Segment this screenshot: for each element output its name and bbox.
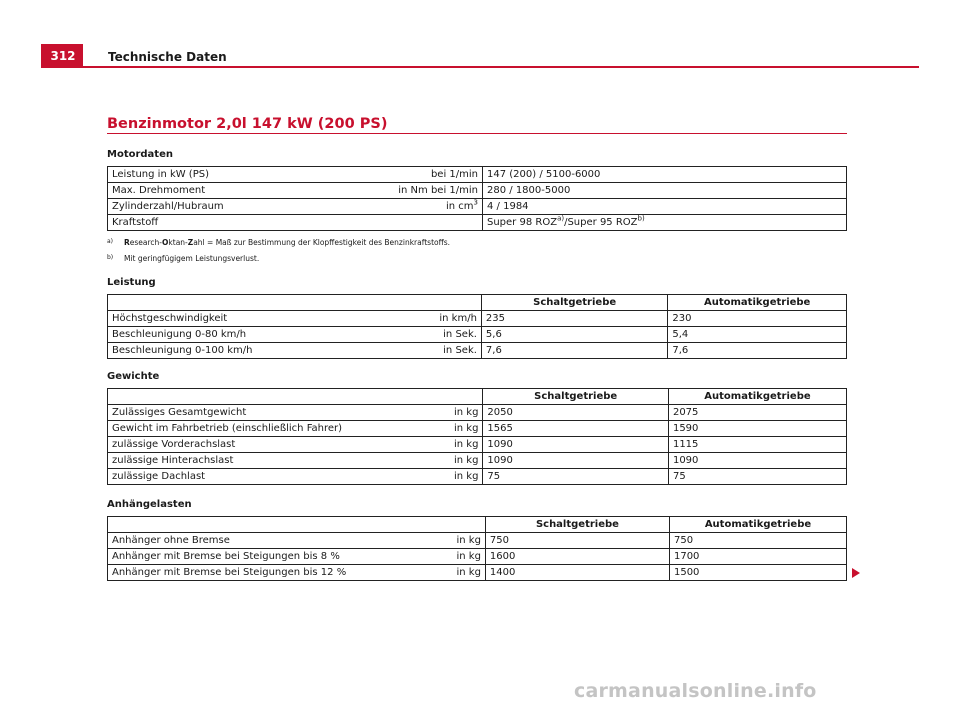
- table-row: [108, 183, 847, 199]
- row-value: [483, 215, 847, 231]
- footnote-ref-a: a): [557, 214, 565, 223]
- value-manual: 235: [481, 311, 667, 327]
- col-header-manual: Schaltgetriebe: [483, 389, 669, 405]
- table-row: [108, 327, 847, 343]
- row-unit: in kg: [350, 565, 485, 581]
- watermark: carmanualsonline.info: [574, 680, 817, 702]
- row-value: 4 / 1984: [483, 199, 847, 215]
- value-auto: 230: [668, 311, 847, 327]
- value-manual: 1400: [485, 565, 669, 581]
- table-row: [108, 437, 847, 453]
- header-blank: [108, 389, 483, 405]
- value-manual: 1565: [483, 421, 669, 437]
- table-row: [108, 215, 847, 231]
- row-unit: in kg: [346, 405, 483, 421]
- footnote-ref-b: b): [637, 214, 645, 223]
- value-manual: 750: [485, 533, 669, 549]
- motordaten-table: [107, 166, 847, 231]
- value-manual: 1090: [483, 453, 669, 469]
- row-unit: in kg: [346, 469, 483, 485]
- footnote-text: esearch-: [129, 238, 163, 247]
- unit-text: in cm: [445, 201, 474, 212]
- unit-superscript: 3: [473, 198, 478, 207]
- fuel-a: Super 98 ROZ: [487, 217, 558, 228]
- table-row: [108, 199, 847, 215]
- fuel-b: /Super 95 ROZ: [564, 217, 638, 228]
- value-auto: 5,4: [668, 327, 847, 343]
- section-title: Benzinmotor 2,0l 147 kW (200 PS): [107, 116, 388, 132]
- value-auto: 2075: [668, 405, 846, 421]
- table-row: [108, 343, 847, 359]
- table-row: [108, 469, 847, 485]
- row-label: Höchstgeschwindigkeit: [108, 311, 344, 327]
- footnote-bold: O: [162, 238, 169, 247]
- value-auto: 1700: [669, 549, 846, 565]
- value-auto: 75: [668, 469, 846, 485]
- section-divider: [107, 133, 847, 134]
- leistung-heading: Leistung: [107, 277, 156, 288]
- table-row: [108, 405, 847, 421]
- col-header-auto: Automatikgetriebe: [669, 517, 846, 533]
- anhaengelasten-heading: Anhängelasten: [107, 499, 192, 510]
- row-label: zulässige Hinterachslast: [108, 453, 347, 469]
- row-unit: bei 1/min: [344, 167, 483, 183]
- footnote-marker: b): [107, 254, 114, 261]
- table-row: [108, 421, 847, 437]
- footnote-a: [107, 238, 450, 247]
- footnote-text: ktan-: [168, 238, 188, 247]
- table-row: [108, 565, 847, 581]
- row-label: Anhänger mit Bremse bei Steigungen bis 12 %: [108, 565, 351, 581]
- value-auto: 1090: [668, 453, 846, 469]
- row-label: Max. Drehmoment: [108, 183, 345, 199]
- row-label: zulässige Vorderachslast: [108, 437, 347, 453]
- footnote-bold: Z: [187, 238, 194, 247]
- table-row: [108, 311, 847, 327]
- row-unit: [344, 215, 483, 231]
- row-unit: in kg: [350, 549, 485, 565]
- footnote-text: ahl = Maß zur Bestimmung der Klopffestigkeit des Benzinkraftstoffs.: [193, 238, 451, 247]
- col-header-manual: Schaltgetriebe: [485, 517, 669, 533]
- footnote-b: [107, 254, 259, 263]
- row-unit: in kg: [346, 437, 483, 453]
- table-header-row: [108, 389, 847, 405]
- row-label: zulässige Dachlast: [108, 469, 347, 485]
- header-blank: [108, 295, 482, 311]
- anhaengelasten-table: [107, 516, 847, 581]
- row-unit: in Sek.: [343, 343, 481, 359]
- row-label: Anhänger ohne Bremse: [108, 533, 351, 549]
- chapter-title: Technische Daten: [108, 50, 227, 64]
- row-unit: [344, 199, 483, 215]
- row-value: 280 / 1800-5000: [483, 183, 847, 199]
- row-label: Gewicht im Fahrbetrieb (einschließlich Fahrer): [108, 421, 347, 437]
- row-unit: in kg: [350, 533, 485, 549]
- gewichte-table: [107, 388, 847, 485]
- row-label: Leistung in kW (PS): [108, 167, 345, 183]
- col-header-auto: Automatikgetriebe: [668, 295, 847, 311]
- value-manual: 1090: [483, 437, 669, 453]
- table-row: [108, 533, 847, 549]
- table-row: [108, 167, 847, 183]
- value-auto: 750: [669, 533, 846, 549]
- table-row: [108, 549, 847, 565]
- row-unit: in km/h: [343, 311, 481, 327]
- col-header-manual: Schaltgetriebe: [481, 295, 667, 311]
- row-label: Anhänger mit Bremse bei Steigungen bis 8 %: [108, 549, 351, 565]
- table-row: [108, 453, 847, 469]
- page-number: 312: [50, 49, 76, 63]
- continue-arrow-icon: [852, 568, 860, 578]
- col-header-auto: Automatikgetriebe: [668, 389, 846, 405]
- value-manual: 75: [483, 469, 669, 485]
- value-manual: 5,6: [481, 327, 667, 343]
- row-label: Beschleunigung 0-80 km/h: [108, 327, 344, 343]
- row-label: Beschleunigung 0-100 km/h: [108, 343, 344, 359]
- row-label: Zylinderzahl/Hubraum: [108, 199, 345, 215]
- value-auto: 1115: [668, 437, 846, 453]
- gewichte-heading: Gewichte: [107, 371, 160, 382]
- value-manual: 2050: [483, 405, 669, 421]
- value-auto: 1590: [668, 421, 846, 437]
- row-unit: in Nm bei 1/min: [344, 183, 483, 199]
- row-unit: in kg: [346, 453, 483, 469]
- footnote-marker: a): [107, 238, 114, 245]
- row-value: 147 (200) / 5100-6000: [483, 167, 847, 183]
- motordaten-heading: Motordaten: [107, 149, 173, 160]
- table-header-row: [108, 295, 847, 311]
- leistung-table: [107, 294, 847, 359]
- value-auto: 7,6: [668, 343, 847, 359]
- footnote-text: Mit geringfügigem Leistungsverlust.: [124, 254, 260, 263]
- row-label: Kraftstoff: [108, 215, 345, 231]
- value-manual: 1600: [485, 549, 669, 565]
- value-manual: 7,6: [481, 343, 667, 359]
- row-unit: in kg: [346, 421, 483, 437]
- header-divider: [41, 66, 919, 68]
- value-auto: 1500: [669, 565, 846, 581]
- table-header-row: [108, 517, 847, 533]
- header-blank: [108, 517, 486, 533]
- row-unit: in Sek.: [343, 327, 481, 343]
- footnote-bold: R: [124, 238, 130, 247]
- row-label: Zulässiges Gesamtgewicht: [108, 405, 347, 421]
